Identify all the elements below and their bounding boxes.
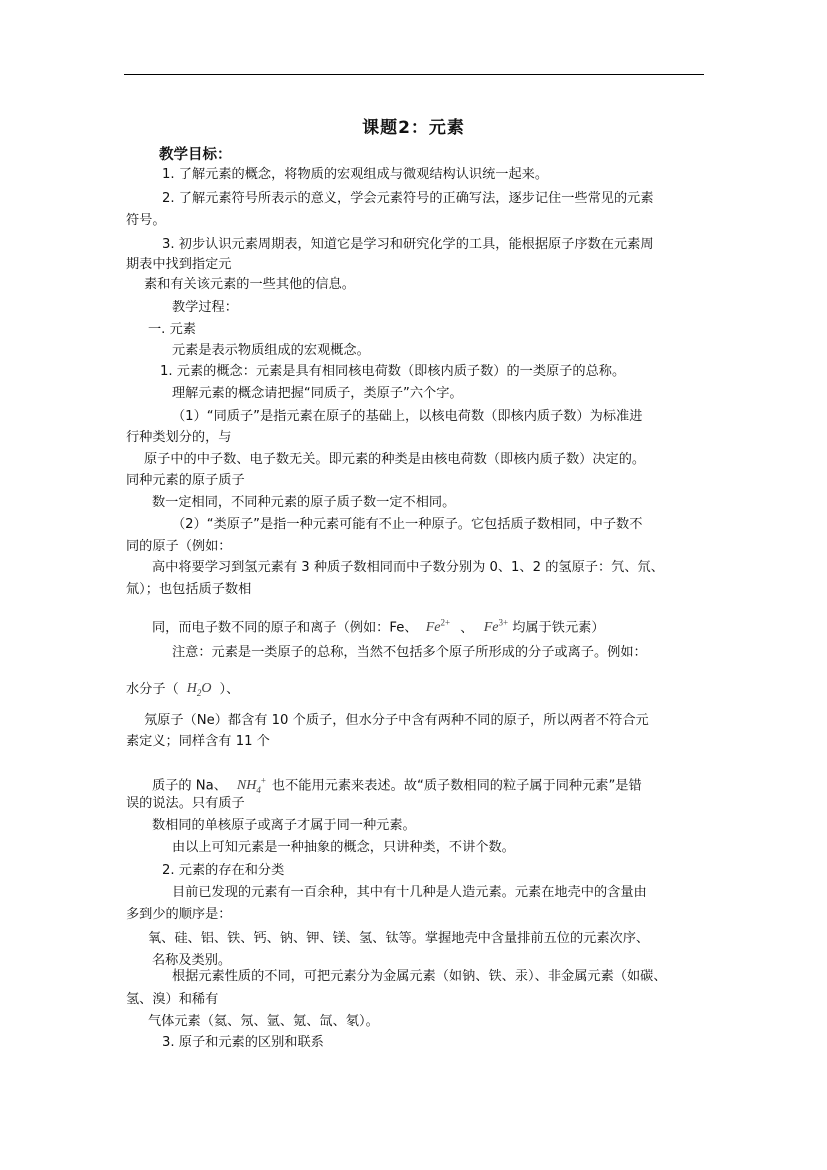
objective-1: 1. 了解元素的概念，将物质的宏观组成与微观结构认识统一起来。 [162, 167, 549, 182]
fe3-ion-formula: $Fe^{3+}$ [483, 617, 509, 635]
ammonium-formula: $NH_4^+$ [236, 775, 266, 795]
note-line-8: 由以上可知元素是一种抽象的概念，只讲种类，不讲个数。 [172, 840, 515, 855]
separator: 、 [460, 620, 474, 636]
point-1-line-4: 同种元素的原子质子 [126, 473, 245, 488]
objectives-heading: 教学目标： [159, 147, 232, 163]
page-title: 课题2：元素 [362, 118, 465, 138]
point-2-line-2: 同的原子（例如： [126, 539, 232, 554]
water-formula: $H_2O$ [186, 681, 212, 698]
header-rule [124, 74, 704, 75]
ion-example-tail: 均属于铁元素） [512, 620, 605, 636]
note-line-2: 水分子（ $H_2O$ ）、 [126, 681, 240, 698]
section-1-intro: 元素是表示物质组成的宏观概念。 [172, 343, 370, 358]
objective-3-line-2: 期表中找到指定元 [126, 257, 232, 272]
existence-line-4: 名称及类别。 [152, 953, 232, 968]
existence-heading: 2. 元素的存在和分类 [162, 863, 285, 878]
point-1-line-2: 行种类划分的，与 [126, 430, 232, 445]
note-line-5: 质子的 Na、 $NH_4^+$ 也不能用元素来表述。故“质子数相同的粒子属于同种元素”是错 [152, 775, 642, 795]
point-1-line-3: 原子中的中子数、电子数无关。即元素的种类是由核电荷数（即核内质子数）决定的。 [144, 452, 646, 467]
objective-2-line-1: 2. 了解元素符号所表示的意义，学会元素符号的正确写法，逐步记住一些常见的元素 [162, 191, 654, 206]
note-line-3: 氖原子（Ne）都含有 10 个质子，但水分子中含有两种不同的原子，所以两者不符合元 [144, 713, 649, 728]
concept-definition: 1. 元素的概念：元素是具有相同核电荷数（即核内质子数）的一类原子的总称。 [160, 364, 626, 379]
note-line-4: 素定义；同样含有 11 个 [126, 734, 270, 749]
point-1-line-5: 数一定相同，不同种元素的原子质子数一定不相同。 [152, 495, 456, 510]
existence-line-3: 氧、硅、铝、铁、钙、钠、钾、镁、氢、钛等。掌握地壳中含量排前五位的元素次序、 [148, 931, 650, 946]
objective-3-line-1: 3. 初步认识元素周期表，知道它是学习和研究化学的工具，能根据原子序数在元素周 [162, 237, 654, 252]
point-2-line-1: （2）“类原子”是指一种元素可能有不止一种原子。它包括质子数相同，中子数不 [172, 517, 643, 532]
existence-line-2: 多到少的顺序是： [126, 907, 232, 922]
objective-3-line-3: 素和有关该元素的一些其他的信息。 [144, 277, 355, 292]
classification-line-1: 根据元素性质的不同，可把元素分为金属元素（如钠、铁、汞）、非金属元素（如碳、 [172, 969, 667, 984]
point-1-line-1: （1）“同质子”是指元素在原子的基础上，以核电荷数（即核内质子数）为标准进 [172, 409, 643, 424]
note-line-7: 数相同的单核原子或离子才属于同一种元素。 [152, 818, 416, 833]
note-line-6: 误的说法。只有质子 [126, 796, 245, 811]
ion-example-text: 同，而电子数不同的原子和离子（例如：Fe、 [152, 620, 418, 636]
classification-line-2: 氢、溴）和稀有 [126, 992, 219, 1007]
note-line-1: 注意：元素是一类原子的总称，当然不包括多个原子所形成的分子或离子。例如： [172, 645, 647, 660]
process-heading: 教学过程： [172, 300, 238, 315]
point-2-line-5 [152, 613, 605, 638]
fe2-ion-formula: $Fe^{2+}$ [425, 617, 451, 635]
point-2-line-3: 高中将要学习到氢元素有 3 种质子数相同而中子数分别为 0、1、2 的氢原子：氕、氘、 [152, 560, 664, 575]
classification-line-3: 气体元素（氦、氖、氩、氪、氙、氡）。 [148, 1014, 379, 1029]
existence-line-1: 目前已发现的元素有一百余种，其中有十几种是人造元素。元素在地壳中的含量由 [172, 885, 647, 900]
point-2-line-4: 氚）；也包括质子数相 [126, 582, 252, 597]
objective-2-line-2: 符号。 [126, 213, 166, 228]
section-3-heading: 3. 原子和元素的区别和联系 [162, 1035, 324, 1050]
section-1-heading: 一. 元素 [148, 322, 196, 337]
concept-hint: 理解元素的概念请把握“同质子，类原子”六个字。 [172, 386, 463, 401]
